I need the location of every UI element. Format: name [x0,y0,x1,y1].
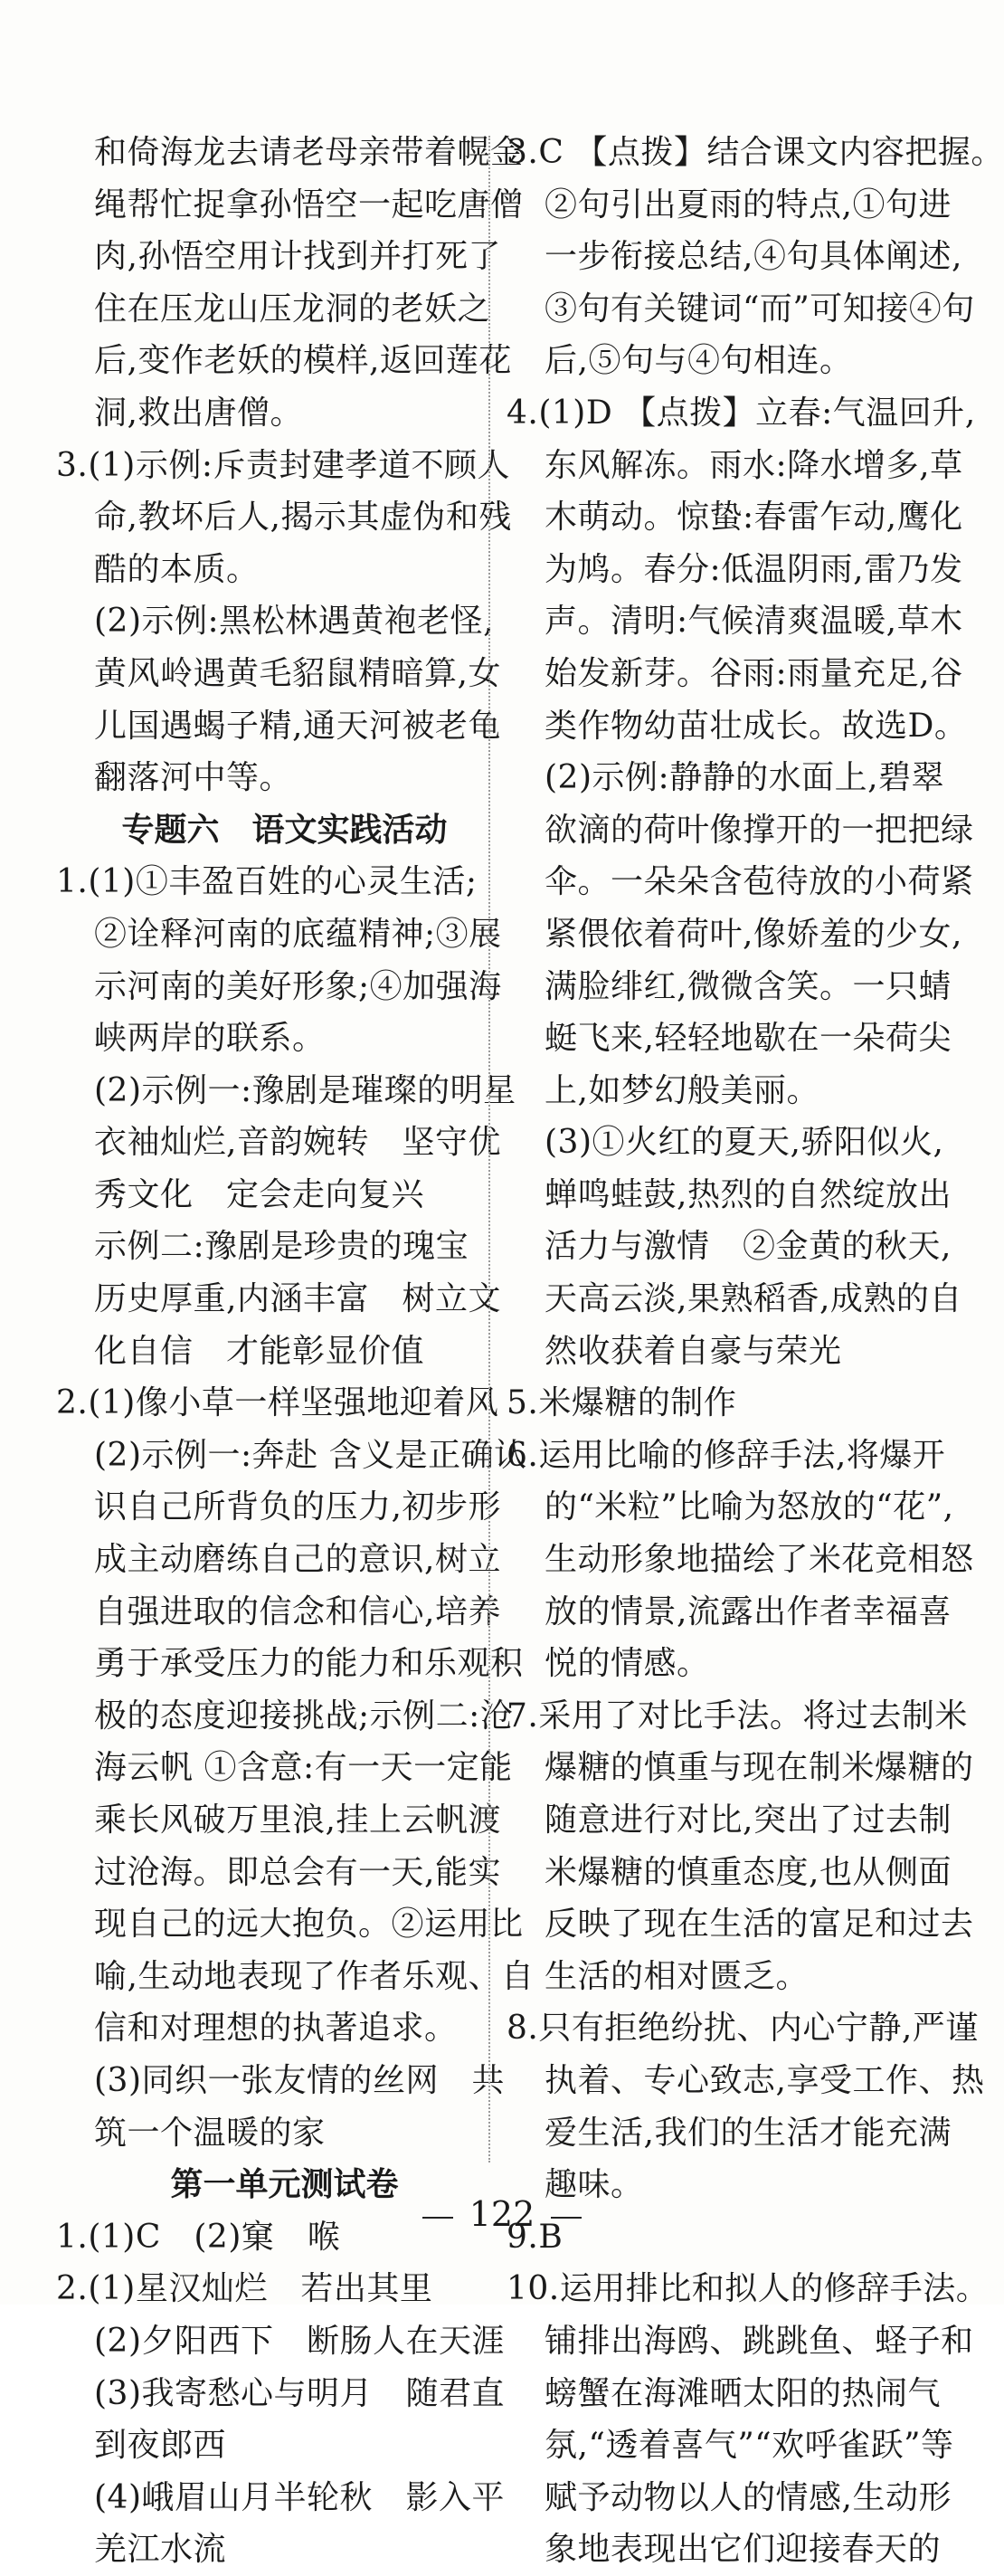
answer-line: 洞,救出唐僧。 [94,394,303,432]
answer-line: 欲滴的荷叶像撑开的一把把绿 [545,811,974,849]
answer-line: 东风解冻。雨水:降水增多,草 [545,446,963,484]
answer-line: 示例二:豫剧是珍贵的瑰宝 [94,1228,469,1266]
answer-line: 翻落河中等。 [94,759,293,797]
answer-line: 酷的本质。 [94,550,260,588]
answer-line: 后,变作老妖的模样,返回莲花 [94,342,512,380]
answer-line: ③句有关键词“而”可知接④句 [545,290,975,328]
page-number [0,2194,1004,2234]
answer-line: 住在压龙山压龙洞的老妖之 [94,290,491,328]
answer-line: (2)示例一:奔赴 含义是正确认 [94,1436,527,1474]
answer-line: 一步衔接总结,④句具体阐述, [545,238,962,276]
answer-line: 蜓飞来,轻轻地歇在一朵荷尖 [545,1020,952,1058]
answer-line: 识自己所背负的压力,初步形 [94,1488,501,1526]
answer-line: 成主动磨练自己的意识,树立 [94,1541,501,1579]
answer-line: (3)我寄愁心与明月 随君直 [94,2374,505,2412]
answer-line: 过沧海。即总会有一天,能实 [94,1853,501,1891]
answer-line: 生动形象地描绘了米花竞相怒 [545,1541,974,1579]
answer-line: 示河南的美好形象;④加强海 [94,967,502,1005]
answer-line: 象地表现出它们迎接春天的 [545,2531,942,2569]
answer-line: 1.(1)①丰盈百姓的心灵生活; [56,863,478,901]
answer-line: ②诠释河南的底蕴精神;③展 [94,915,502,953]
answer-line: 反映了现在生活的富足和过去 [545,1906,974,1944]
answer-line: 赋予动物以人的情感,生动形 [545,2478,952,2516]
answer-line: 米爆糖的慎重态度,也从侧面 [545,1853,952,1891]
answer-line: 衣袖灿烂,音韵婉转 坚守优 [94,1124,501,1162]
answer-line: 筑一个温暖的家 [94,2114,326,2152]
answer-line: 伞。一朵朵含苞待放的小荷紧 [545,863,974,901]
answer-line: 7.采用了对比手法。将过去制米 [507,1697,968,1735]
answer-line: (2)示例:黑松林遇黄袍老怪, [94,603,495,641]
answer-line: 8.只有拒绝纷扰、内心宁静,严谨 [507,2010,979,2048]
answer-line: 满脸绯红,微微含笑。一只蜻 [545,967,952,1005]
answer-line: 勇于承受压力的能力和乐观积 [94,1645,524,1683]
answer-line: 紧偎依着荷叶,像娇羞的少女, [545,915,962,953]
answer-line: 然收获着自豪与荣光 [545,1332,842,1370]
answer-line: 历史厚重,内涵丰富 树立文 [94,1280,501,1318]
answer-line: (2)示例:静静的水面上,碧翠 [545,759,945,797]
answer-line: 悦的情感。 [545,1645,710,1683]
answer-line: (3)同织一张友情的丝网 共 [94,2061,505,2099]
answer-line: 为鸠。春分:低温阴雨,雷乃发 [545,550,963,588]
answer-line: 黄风岭遇黄毛貂鼠精暗算,女 [94,654,501,692]
answer-line: 9.B [507,2218,564,2256]
answer-line: 声。清明:气候清爽温暖,草木 [545,603,963,641]
answer-line: 3.C 【点拨】结合课文内容把握。 [507,134,1004,171]
answer-line: 生活的相对匮乏。 [545,1957,810,1995]
answer-line: 2.(1)像小草一样坚强地迎着风 [56,1384,499,1422]
answer-line: 始发新芽。谷雨:雨量充足,谷 [545,654,963,692]
answer-line: 天高云淡,果熟稻香,成熟的自 [545,1280,962,1318]
answer-line: ②句引出夏雨的特点,①句进 [545,185,952,223]
answer-line: (3)①火红的夏天,骄阳似火, [545,1124,944,1162]
answer-line: 命,教坏后人,揭示其虚伪和残 [94,499,512,537]
answer-line: 秀文化 定会走向复兴 [94,1175,425,1213]
answer-line: 肉,孙悟空用计找到并打死了 [94,238,501,276]
answer-line: (2)夕阳西下 断肠人在天涯 [94,2322,505,2360]
answer-line: 5.米爆糖的制作 [507,1384,737,1422]
answer-line: 放的情景,流露出作者幸福喜 [545,1592,952,1630]
answer-line: 爆糖的慎重与现在制米爆糖的 [545,1749,974,1787]
answer-line: 2.(1)星汉灿烂 若出其里 [56,2270,433,2308]
answer-line: 趣味。 [545,2166,644,2204]
answer-line: 氛,“透着喜气”“欢呼雀跃”等 [545,2427,954,2465]
answer-line: 的“米粒”比喻为怒放的“花”, [545,1488,954,1526]
page-number-value: 122 [469,2194,535,2234]
answer-line: 到夜郎西 [94,2427,227,2465]
answer-line: 上,如梦幻般美丽。 [545,1071,819,1109]
answer-line: 喻,生动地表现了作者乐观、自 [94,1957,535,1995]
answer-line: 海云帆 ①含意:有一天一定能 [94,1749,513,1787]
answer-line: 羌江水流 [94,2531,227,2569]
answer-line: 3.(1)示例:斥责封建孝道不顾人 [56,446,510,484]
answer-line: 后,⑤句与④句相连。 [545,342,853,380]
answer-line: 1.(1)C (2)窠 喉 [56,2218,341,2256]
answer-line: 执着、专心致志,享受工作、热 [545,2061,985,2099]
answer-line: 化自信 才能彰显价值 [94,1332,425,1370]
answer-line: 和倚海龙去请老母亲带着幌金 [94,134,524,171]
answer-line: 类作物幼苗壮成长。故选D。 [545,707,968,745]
answer-line: 活力与激情 ②金黄的秋天, [545,1228,952,1266]
answer-line: 铺排出海鸥、跳跳鱼、蛏子和 [545,2322,974,2360]
answer-line: 乘长风破万里浪,挂上云帆渡 [94,1801,501,1839]
answer-line: 蝉鸣蛙鼓,热烈的自然绽放出 [545,1175,952,1213]
answer-line: 6.运用比喻的修辞手法,将爆开 [507,1436,946,1474]
answer-line: (2)示例一:豫剧是璀璨的明星 [94,1071,516,1109]
answer-line: 信和对理想的执著追求。 [94,2010,458,2048]
answer-line: 随意进行对比,突出了过去制 [545,1801,952,1839]
answer-line: 10.运用排比和拟人的修辞手法。 [507,2270,990,2308]
answer-line: 4.(1)D 【点拨】立春:气温回升, [507,394,976,432]
page-number-dash-right [551,2217,582,2219]
column-divider [488,136,490,2163]
section-heading: 专题六 语文实践活动 [121,811,448,849]
answer-line: 儿国遇蝎子精,通天河被老龟 [94,707,501,745]
answer-line: 极的态度迎接挑战;示例二:沧 [94,1697,514,1735]
section-heading: 第一单元测试卷 [170,2166,399,2204]
answer-line: 螃蟹在海滩晒太阳的热闹气 [545,2374,942,2412]
answer-line: 绳帮忙捉拿孙悟空一起吃唐僧 [94,185,524,223]
answer-line: (4)峨眉山月半轮秋 影入平 [94,2478,505,2516]
answer-line: 爱生活,我们的生活才能充满 [545,2114,952,2152]
answer-line: 现自己的远大抱负。②运用比 [94,1906,524,1944]
answer-line: 自强进取的信念和信心,培养 [94,1592,501,1630]
page-number-dash-left [422,2217,453,2219]
answer-line: 峡两岸的联系。 [94,1020,326,1058]
answer-line: 木萌动。惊蛰:春雷乍动,鹰化 [545,499,963,537]
